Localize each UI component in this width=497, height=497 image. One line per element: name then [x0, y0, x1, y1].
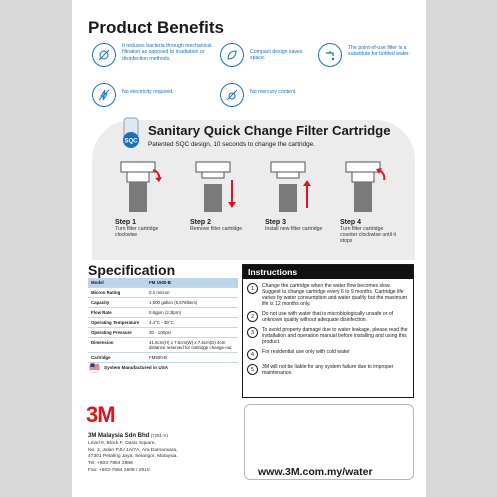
spec-table: [88, 278, 238, 363]
benefit-item: [220, 43, 310, 67]
spec-value: 41.6cm(H) x 7.6cm(W) x 7.6cm(D) 4cm distance reserved for cartridge change-out: [146, 338, 238, 353]
step1-illustration: [115, 160, 167, 215]
no-electricity-icon: [92, 83, 116, 107]
step-desc: Turn filter cartridge clockwise: [115, 226, 159, 239]
instruction-text: For residential use only with cold water: [262, 349, 350, 355]
spec-row: [88, 288, 238, 298]
benefit-item: [92, 83, 192, 107]
step-desc: Install new filter cartridge: [265, 226, 323, 232]
spec-row: [88, 353, 238, 363]
benefit-text: No electricity required.: [122, 89, 174, 95]
bacteria-filter-icon: [92, 43, 116, 67]
spec-row: [88, 308, 238, 318]
step-label: Step 4: [340, 219, 362, 226]
address-line: 47301 Petaling Jaya, Selangor, Malaysia.: [88, 454, 178, 460]
step-label: Step 3: [265, 219, 287, 226]
instruction-text: Change the cartridge when the water flow becomes slow. Suggest to change cartridge every 6 to 9 months. Cartridge life varies by water consumption and water quality but the maximum life is 12 months only.: [262, 283, 407, 307]
company-name: 3M Malaysia Sdn Bhd: [88, 433, 150, 439]
sqc-badge-text: SQC: [124, 138, 138, 145]
spec-key: Model: [88, 278, 146, 288]
spec-key: Cartridge: [88, 353, 146, 363]
step-desc: Turn filter cartridge counter clockwise until it stops: [340, 226, 396, 245]
us-flag-icon: [89, 362, 100, 373]
benefits-heading: Product Benefits: [88, 18, 225, 37]
spec-row: [88, 338, 238, 353]
spec-row: [88, 278, 238, 288]
instruction-number: 4: [247, 349, 258, 360]
specification-heading: Specification: [88, 262, 176, 278]
step-1: [115, 160, 177, 238]
spec-key: Micron Rating: [88, 288, 146, 298]
step-3: [265, 160, 327, 232]
benefit-text: The point-of-use filter is a substitute for bottled water.: [348, 45, 410, 58]
made-in-text: System Manufactured in USA: [104, 365, 169, 370]
instruction-item: [243, 311, 413, 323]
step2-illustration: [190, 160, 242, 215]
sqc-title: Sanitary Quick Change Filter Cartridge: [148, 123, 391, 138]
address-line: Level 8, Block F, Oasis Square,: [88, 440, 156, 446]
3m-logo: 3M: [86, 402, 115, 427]
spec-value: FM 1500-B: [146, 278, 238, 288]
made-in-row: [89, 362, 168, 373]
no-mercury-icon: [220, 83, 244, 107]
instruction-item: [243, 349, 413, 360]
spec-value: FM500-B: [146, 353, 238, 363]
benefit-item: [92, 43, 212, 67]
instruction-number: 3: [247, 327, 258, 338]
instruction-number: 1: [247, 283, 258, 294]
instruction-item: [243, 327, 413, 345]
company-address: [88, 433, 178, 475]
step-4: [340, 160, 402, 245]
spec-key: Capacity: [88, 298, 146, 308]
spec-value: 0.2 micron: [146, 288, 238, 298]
step-label: Step 1: [115, 219, 137, 226]
step3-illustration: [265, 160, 317, 215]
step-desc: Remove filter cartridge: [190, 226, 243, 232]
leaf-compact-icon: [220, 43, 244, 67]
instruction-text: Do not use with water that is microbiologically unsafe or of unknown quality without adequate disinfection.: [262, 311, 394, 323]
instruction-number: 5: [247, 364, 258, 375]
spec-value: 0.6gpm (2.3lpm): [146, 308, 238, 318]
sqc-subtitle: Patented SQC design, 10 seconds to change the cartridge.: [148, 141, 315, 148]
faucet-icon: [318, 43, 342, 67]
spec-value: 4.4°C - 38°C: [146, 318, 238, 328]
instructions-heading: Instructions: [243, 265, 413, 279]
spec-key: Operating Pressure: [88, 328, 146, 338]
company-reg: (7251-V): [150, 433, 168, 438]
spec-row: [88, 298, 238, 308]
website-link[interactable]: www.3M.com.my/water: [258, 466, 373, 478]
spec-row: [88, 328, 238, 338]
spec-key: Flow Rate: [88, 308, 146, 318]
instruction-item: [243, 364, 413, 376]
step-2: [190, 160, 252, 232]
instruction-text: To avoid property damage due to water leakage, please read the installation and operation manual before installing and using this product.: [262, 327, 408, 345]
instruction-text: 3M will not be liable for any system failure due to improper maintenance.: [262, 364, 394, 376]
step-label: Step 2: [190, 219, 212, 226]
spec-value: 30 - 100psi: [146, 328, 238, 338]
tel-line: Tel: +603-7884 2888: [88, 461, 133, 467]
benefit-text: It reduces bacteria through mechanical filtration as opposed to irradiation or disinfection methods.: [122, 43, 212, 62]
fax-line: Fax: +603-7884 2905 / 2910: [88, 467, 150, 473]
address-line: No. 2, Jalan PJU 1A/7A, Ara Damansara,: [88, 447, 178, 453]
benefit-text: Compact design saves space.: [250, 49, 303, 62]
benefit-text: No mercury content.: [250, 89, 297, 95]
instruction-number: 2: [247, 311, 258, 322]
benefit-item: [318, 43, 418, 67]
instructions-box: [242, 264, 414, 398]
spec-value: 1,500 gallon (5,678liters): [146, 298, 238, 308]
spec-row: [88, 318, 238, 328]
benefit-item: [220, 83, 320, 107]
spec-key: Dimension: [88, 338, 146, 353]
instruction-item: [243, 283, 413, 307]
spec-key: Operating Temperature: [88, 318, 146, 328]
sqc-cartridge-badge: [118, 116, 144, 148]
step4-illustration: [340, 160, 392, 215]
